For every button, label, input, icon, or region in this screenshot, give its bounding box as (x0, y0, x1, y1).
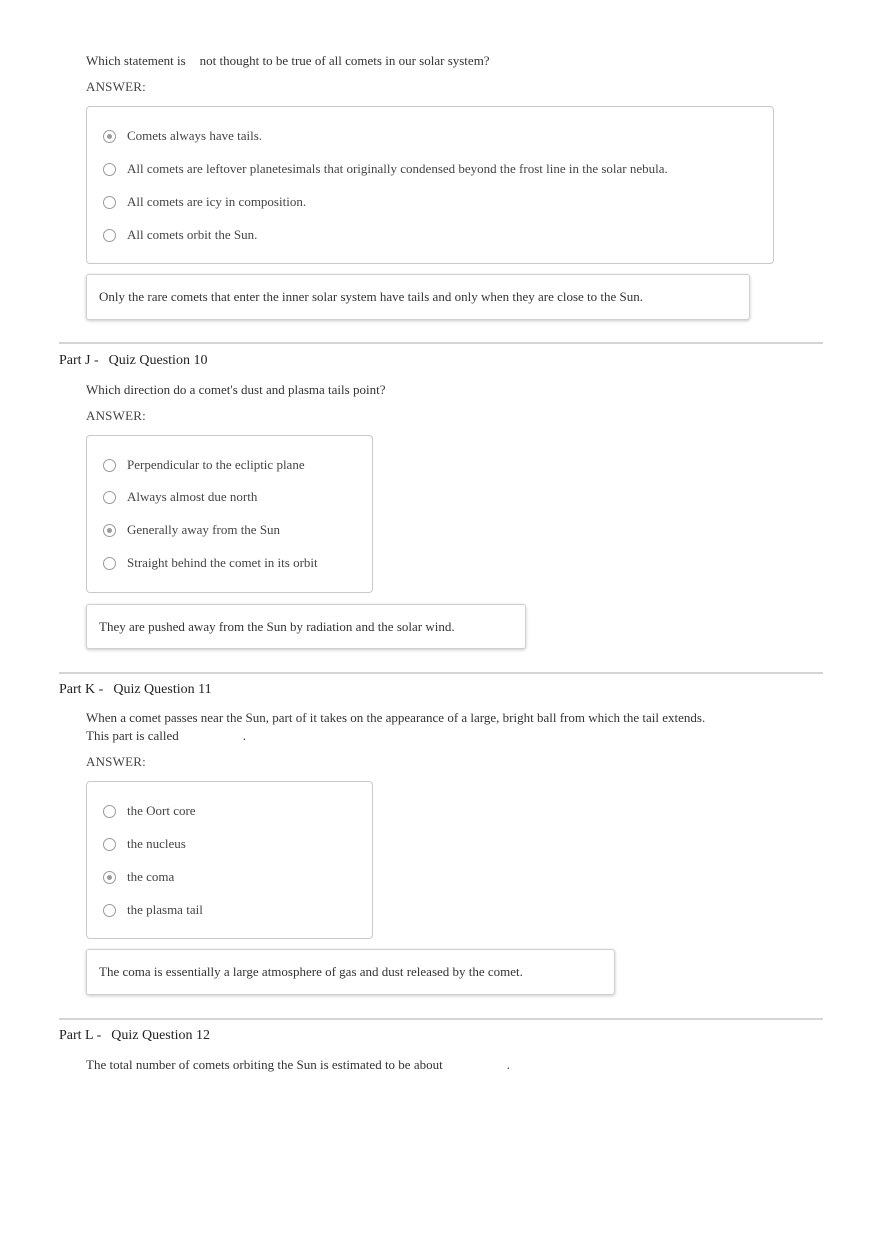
radio[interactable] (103, 459, 116, 472)
stem-part: The total number of comets orbiting the Sun is estimated to be about (86, 1057, 443, 1072)
option-label: Perpendicular to the ecliptic plane (127, 457, 305, 472)
question-stem-line-2 (86, 727, 246, 745)
question-title: Quiz Question 12 (111, 1028, 211, 1043)
stem-end: . (506, 1057, 510, 1072)
radio[interactable] (103, 196, 116, 209)
answer-options (86, 106, 774, 264)
option-label: Always almost due north (127, 489, 258, 504)
option[interactable] (103, 901, 203, 919)
option-label: Straight behind the comet in its orbit (127, 555, 318, 570)
radio[interactable] (103, 838, 116, 851)
option[interactable] (103, 835, 186, 853)
option-label: the coma (127, 869, 175, 884)
stem-end: . (242, 728, 247, 743)
answer-options (86, 781, 373, 939)
stem-part: This part is called (86, 728, 179, 743)
question-stem (86, 52, 490, 70)
part-heading (59, 353, 207, 369)
option-label: the nucleus (127, 836, 186, 851)
radio[interactable] (103, 904, 116, 917)
option-label: Generally away from the Sun (127, 522, 281, 537)
question-title: Quiz Question 11 (113, 682, 212, 697)
radio-selected[interactable] (103, 871, 116, 884)
option-label: Comets always have tails. (127, 128, 263, 143)
stem-part: thought to be true of all comets in our solar system? (219, 53, 490, 68)
part-label: Part J - (59, 353, 99, 368)
answer-label: ANSWER: (86, 408, 146, 423)
option[interactable] (103, 802, 196, 820)
feedback-box: The coma is essentially a large atmosphere of gas and dust released by the comet. (86, 949, 615, 995)
option[interactable] (103, 127, 262, 145)
option-label: the Oort core (127, 803, 196, 818)
part-heading (59, 1028, 210, 1044)
option[interactable] (103, 193, 306, 211)
option[interactable] (103, 160, 668, 178)
option[interactable] (103, 868, 174, 886)
option[interactable] (103, 226, 257, 244)
stem-part: Which statement is (86, 53, 186, 68)
answer-label: ANSWER: (86, 79, 146, 94)
question-stem-line-1: When a comet passes near the Sun, part of it takes on the appearance of a large, bright ball from which the tail extends. (86, 710, 706, 725)
option[interactable] (103, 456, 305, 474)
radio[interactable] (103, 805, 116, 818)
question-stem: Which direction do a comet's dust and plasma tails point? (86, 382, 386, 397)
stem-emphasis: not (199, 53, 217, 68)
option-label: All comets orbit the Sun. (127, 227, 258, 242)
option-label: All comets are icy in composition. (127, 194, 307, 209)
option[interactable] (103, 521, 280, 539)
option[interactable] (103, 488, 257, 506)
part-label: Part L - (59, 1028, 102, 1043)
radio[interactable] (103, 557, 116, 570)
section-divider (59, 342, 823, 344)
option[interactable] (103, 554, 318, 572)
answer-options (86, 435, 373, 593)
feedback-box: They are pushed away from the Sun by radiation and the solar wind. (86, 604, 526, 649)
section-divider (59, 1018, 823, 1020)
radio-selected[interactable] (103, 524, 116, 537)
question-title: Quiz Question 10 (108, 353, 208, 368)
radio[interactable] (103, 229, 116, 242)
part-heading (59, 682, 212, 698)
option-label: the plasma tail (127, 902, 203, 917)
radio-selected[interactable] (103, 130, 116, 143)
question-stem (86, 1056, 510, 1074)
answer-label: ANSWER: (86, 754, 146, 769)
option-label: All comets are leftover planetesimals that originally condensed beyond the frost line in the solar nebula. (127, 161, 668, 176)
radio[interactable] (103, 163, 116, 176)
section-divider (59, 672, 823, 674)
radio[interactable] (103, 491, 116, 504)
feedback-box: Only the rare comets that enter the inner solar system have tails and only when they are close to the Sun. (86, 274, 750, 320)
part-label: Part K - (59, 682, 104, 697)
